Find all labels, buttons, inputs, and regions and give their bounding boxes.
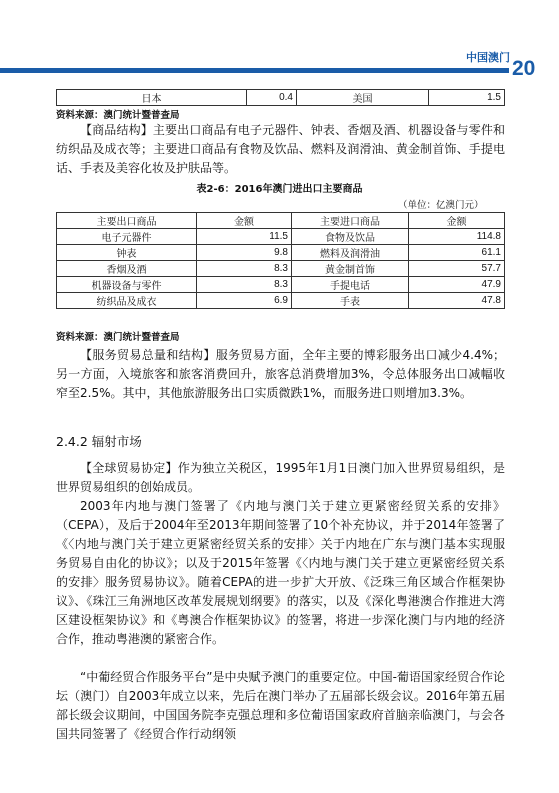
table-cell: 57.7 bbox=[409, 261, 505, 277]
trade-goods-table bbox=[56, 212, 505, 309]
table-cell: 钟表 bbox=[57, 245, 197, 261]
table-row bbox=[57, 245, 505, 261]
table-cell: 电子元器件 bbox=[57, 229, 197, 245]
table-cell: 8.3 bbox=[197, 261, 292, 277]
table-cell: 美国 bbox=[297, 90, 429, 106]
source-note: 资料来源：澳门统计暨普查局 bbox=[56, 332, 180, 343]
table-row bbox=[57, 293, 505, 309]
table-cell: 0.4 bbox=[247, 90, 297, 106]
table-cell: 9.8 bbox=[197, 245, 292, 261]
paragraph-forum: “中葡经贸合作服务平台”是中央赋予澳门的重要定位。中国-葡语国家经贸合作论坛（澳门）自2003年成立以来，先后在澳门举办了五届部长级会议。2016年第五届部长级会议期间，中国国务院李克强总理和多位葡语国家政府首脑亲临澳门，与会各国共同签署了《经贸合作行动纲领 bbox=[56, 670, 505, 741]
column-header: 金额 bbox=[197, 213, 292, 229]
table-row bbox=[57, 277, 505, 293]
top-table bbox=[56, 89, 505, 106]
paragraph-goods-structure: 【商品结构】主要出口商品有电子元器件、钟表、香烟及酒、机器设备与零件和纺织品及成衣等；主要进口商品有食物及饮品、燃料及润滑油、黄金制首饰、手提电话、手表及美容化妆及护肤品等。 bbox=[56, 123, 505, 175]
table-caption: 表2-6：2016年澳门进出口主要商品 bbox=[196, 184, 363, 195]
table-cell: 11.5 bbox=[197, 229, 292, 245]
table-cell: 手表 bbox=[292, 293, 409, 309]
source-note: 资料来源：澳门统计暨普查局 bbox=[56, 110, 180, 121]
page-number: 20 bbox=[512, 57, 536, 80]
table-cell: 燃料及润滑油 bbox=[292, 245, 409, 261]
table-cell: 1.5 bbox=[429, 90, 505, 106]
column-header: 主要进口商品 bbox=[292, 213, 409, 229]
table-unit: （单位：亿澳门元） bbox=[398, 200, 484, 211]
table-cell: 手提电话 bbox=[292, 277, 409, 293]
table-cell: 香烟及酒 bbox=[57, 261, 197, 277]
table-cell: 8.3 bbox=[197, 277, 292, 293]
table-cell: 114.8 bbox=[409, 229, 505, 245]
header-rule bbox=[0, 68, 509, 73]
table-cell: 机器设备与零件 bbox=[57, 277, 197, 293]
table-cell: 纺织品及成衣 bbox=[57, 293, 197, 309]
section-heading: 2.4.2 辐射市场 bbox=[56, 434, 142, 449]
table-cell: 日本 bbox=[57, 90, 247, 106]
table-cell: 47.9 bbox=[409, 277, 505, 293]
column-header: 金额 bbox=[409, 213, 505, 229]
paragraph-cepa: 2003年内地与澳门签署了《内地与澳门关于建立更紧密经贸关系的安排》（CEPA），及后于2004年至2013年期间签署了10个补充协议，并于2014年签署了《〈内地与澳门关于建立更紧密经贸关系的安排〉关于内地在广东与澳门基本实现服务贸易自由化的协议》；以及于2015年签署《〈内地与澳门关于建立更紧密经贸关系的安排〉服务贸易协议》。随着CEPA的进一步扩大开放、《泛珠三角区域合作框架协议》、《珠江三角洲地区改革发展规划纲要》的落实，以及《深化粤港澳合作推进大湾区建设框架协议》和《粤澳合作框架协议》的签署，将进一步深化澳门与内地的经济合作，推动粤港澳的紧密合作。 bbox=[56, 499, 505, 646]
table-cell: 47.8 bbox=[409, 293, 505, 309]
table-row bbox=[57, 229, 505, 245]
table-cell: 黄金制首饰 bbox=[292, 261, 409, 277]
table-header-row bbox=[57, 213, 505, 229]
paragraph-services-trade: 【服务贸易总量和结构】服务贸易方面，全年主要的博彩服务出口减少4.4%；另一方面，入境旅客和旅客消费回升，旅客总消费增加3%，令总体服务出口减幅收窄至2.5%。其中，其他旅游服务出口实质微跌1%，而服务进口则增加3.3%。 bbox=[56, 348, 505, 400]
table-cell: 61.1 bbox=[409, 245, 505, 261]
paragraph-wto: 【全球贸易协定】作为独立关税区，1995年1月1日澳门加入世界贸易组织，是世界贸易组织的创始成员。 bbox=[56, 461, 505, 494]
header-title: 中国澳门 bbox=[466, 51, 510, 64]
table-row bbox=[57, 261, 505, 277]
table-row bbox=[57, 90, 505, 106]
table-cell: 6.9 bbox=[197, 293, 292, 309]
table-cell: 食物及饮品 bbox=[292, 229, 409, 245]
column-header: 主要出口商品 bbox=[57, 213, 197, 229]
